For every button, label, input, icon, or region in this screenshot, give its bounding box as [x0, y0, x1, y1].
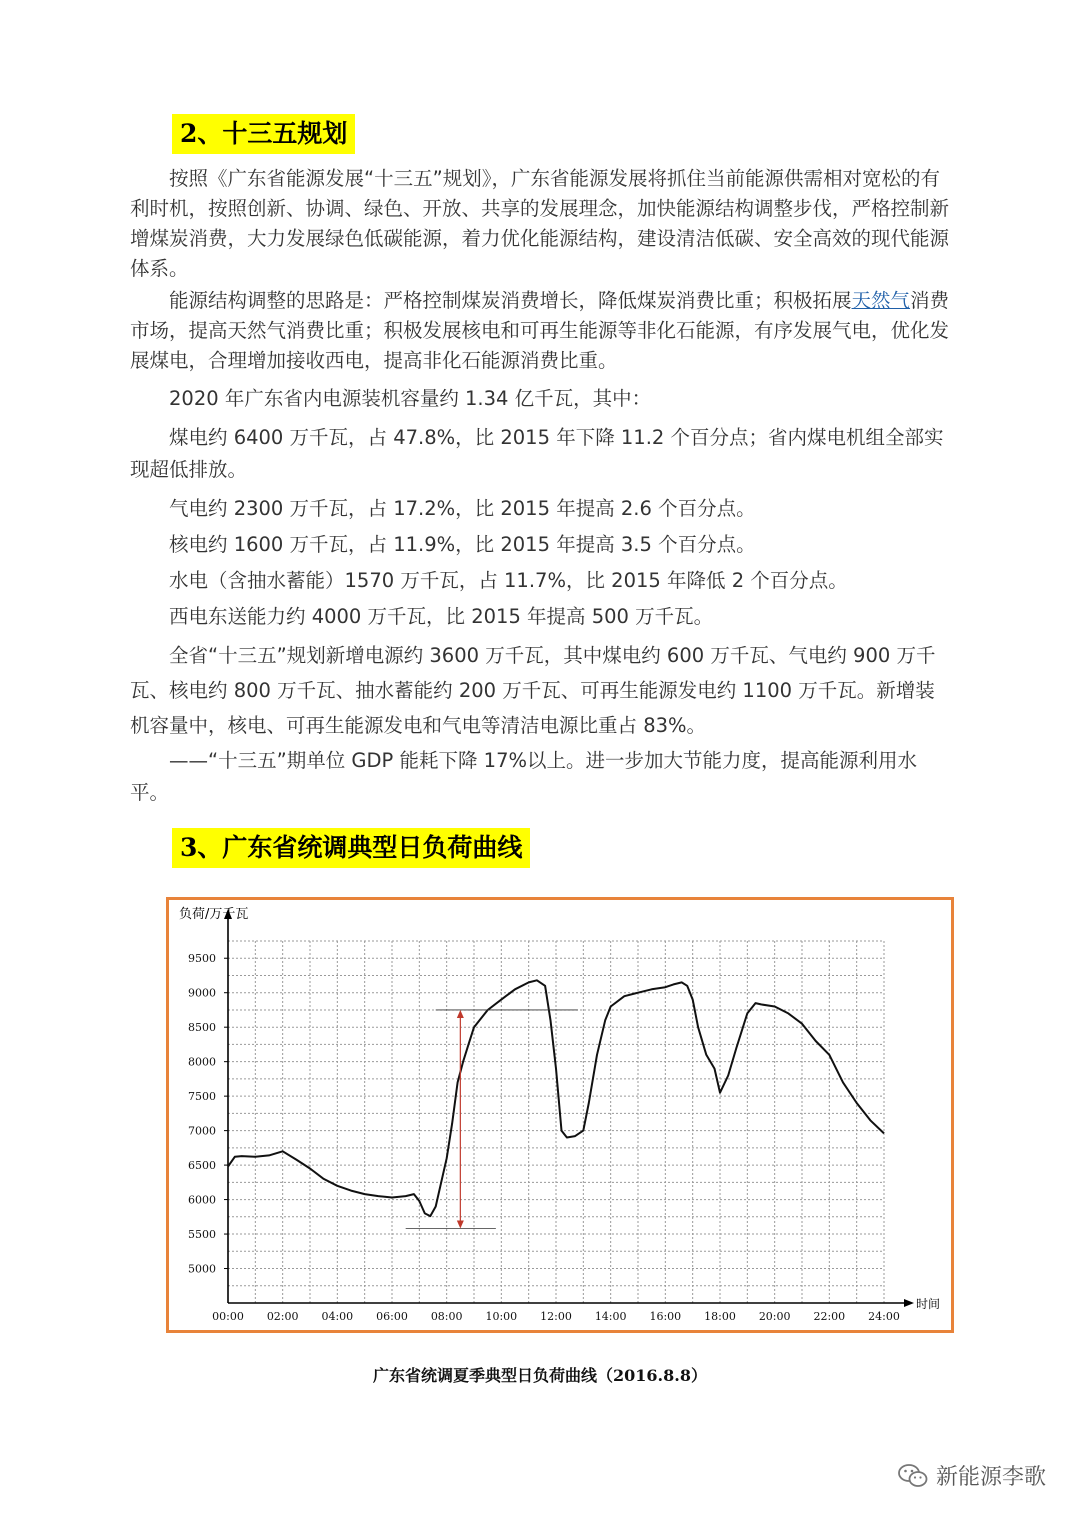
paragraph-8-text: 西电东送能力约 4000 万千瓦，比 2015 年提高 500 万千瓦。 — [169, 605, 714, 628]
x-tick-label: 22:00 — [813, 1310, 846, 1323]
chart-grid — [228, 941, 884, 1303]
paragraph-4-text: 煤电约 6400 万千瓦，占 47.8%，比 2015 年下降 11.2 个百分点；省内煤电机组全部实现超低排放。 — [130, 426, 944, 481]
range-arrow-head-bottom — [457, 1221, 464, 1229]
paragraph-8 — [130, 602, 950, 632]
y-tick-label: 8000 — [188, 1055, 216, 1069]
x-axis-label: 时间 — [916, 1297, 941, 1311]
paragraph-7-text: 水电（含抽水蓄能）1570 万千瓦，占 11.7%，比 2015 年降低 2 个百分点。 — [169, 569, 848, 592]
load-curve-chart — [169, 900, 951, 1330]
y-tick-label: 5000 — [188, 1262, 216, 1276]
paragraph-1 — [130, 164, 950, 284]
paragraph-5-text: 气电约 2300 万千瓦，占 17.2%，比 2015 年提高 2.6 个百分点。 — [169, 497, 756, 520]
x-axis-arrow — [904, 1299, 914, 1307]
y-tick-label: 9500 — [188, 952, 216, 966]
x-tick-label: 08:00 — [430, 1310, 463, 1323]
x-tick-label: 24:00 — [868, 1310, 900, 1323]
paragraph-2 — [130, 286, 950, 376]
wechat-icon — [898, 1463, 928, 1489]
paragraph-9-text: 全省“十三五”规划新增电源约 3600 万千瓦，其中煤电约 600 万千瓦、气电约 900 万千瓦、核电约 800 万千瓦、抽水蓄能约 200 万千瓦、可再生能源发电约 1100 万千瓦。新增装机容量中，核电、可再生能源发电和气电等清洁电源比重占 83%。 — [130, 644, 936, 737]
x-tick-label: 20:00 — [758, 1310, 791, 1323]
paragraph-5 — [130, 494, 950, 524]
y-tick-label: 7000 — [188, 1124, 216, 1138]
watermark — [898, 1460, 1046, 1491]
y-tick-label: 5500 — [188, 1228, 216, 1242]
y-tick-label: 6500 — [188, 1159, 216, 1173]
y-tick-label: 7500 — [188, 1090, 216, 1104]
section-3-heading: 3、广东省统调典型日负荷曲线 — [172, 828, 530, 868]
chart-annotation — [406, 1010, 578, 1229]
natural-gas-link[interactable]: 天然气 — [851, 289, 911, 312]
load-curve-chart-frame — [166, 897, 954, 1333]
x-tick-label: 00:00 — [212, 1310, 244, 1323]
paragraph-7 — [130, 566, 950, 596]
chart-caption: 广东省统调夏季典型日负荷曲线（2016.8.8） — [373, 1366, 707, 1385]
paragraph-10-text: ——“十三五”期单位 GDP 能耗下降 17%以上。进一步加大节能力度，提高能源利用水平。 — [130, 749, 918, 804]
x-tick-label: 18:00 — [704, 1310, 736, 1323]
x-tick-label: 02:00 — [266, 1310, 299, 1323]
y-tick-label: 8500 — [188, 1021, 216, 1035]
chart-axes — [224, 909, 914, 1307]
paragraph-3 — [130, 384, 950, 414]
paragraph-4 — [130, 422, 950, 486]
paragraph-10 — [130, 745, 950, 809]
watermark-text: 新能源李歌 — [935, 1465, 1046, 1490]
section-2-heading: 2、十三五规划 — [172, 114, 355, 154]
y-axis-label: 负荷/万千瓦 — [179, 907, 249, 922]
x-tick-label: 16:00 — [649, 1310, 682, 1323]
range-arrow-head-top — [457, 1010, 464, 1018]
x-tick-label: 12:00 — [540, 1310, 572, 1323]
y-tick-label: 9000 — [188, 986, 216, 1000]
section-2-body — [130, 164, 950, 809]
x-tick-label: 04:00 — [321, 1310, 354, 1323]
x-tick-label: 06:00 — [376, 1310, 408, 1323]
paragraph-9 — [130, 638, 950, 743]
x-tick-label: 14:00 — [594, 1310, 627, 1323]
paragraph-1-text: 按照《广东省能源发展“十三五”规划》，广东省能源发展将抓住当前能源供需相对宽松的有利时机，按照创新、协调、绿色、开放、共享的发展理念，加快能源结构调整步伐，严格控制新增煤炭消费，大力发展绿色低碳能源，着力优化能源结构，建设清洁低碳、安全高效的现代能源体系。 — [130, 167, 950, 280]
paragraph-3-text: 2020 年广东省内电源装机容量约 1.34 亿千瓦，其中： — [169, 387, 652, 410]
paragraph-6 — [130, 530, 950, 560]
paragraph-6-text: 核电约 1600 万千瓦，占 11.9%，比 2015 年提高 3.5 个百分点。 — [169, 533, 756, 556]
paragraph-2-text-b: 消费市场，提高天然气消费比重；积极发展核电和可再生能源等非化石能源，有序发展气电，优化发展煤电，合理增加接收西电，提高非化石能源消费比重。 — [130, 289, 950, 372]
paragraph-2-text-a: 能源结构调整的思路是：严格控制煤炭消费增长，降低煤炭消费比重；积极拓展 — [169, 289, 852, 312]
y-tick-label: 6000 — [188, 1193, 216, 1207]
x-tick-label: 10:00 — [485, 1310, 518, 1323]
